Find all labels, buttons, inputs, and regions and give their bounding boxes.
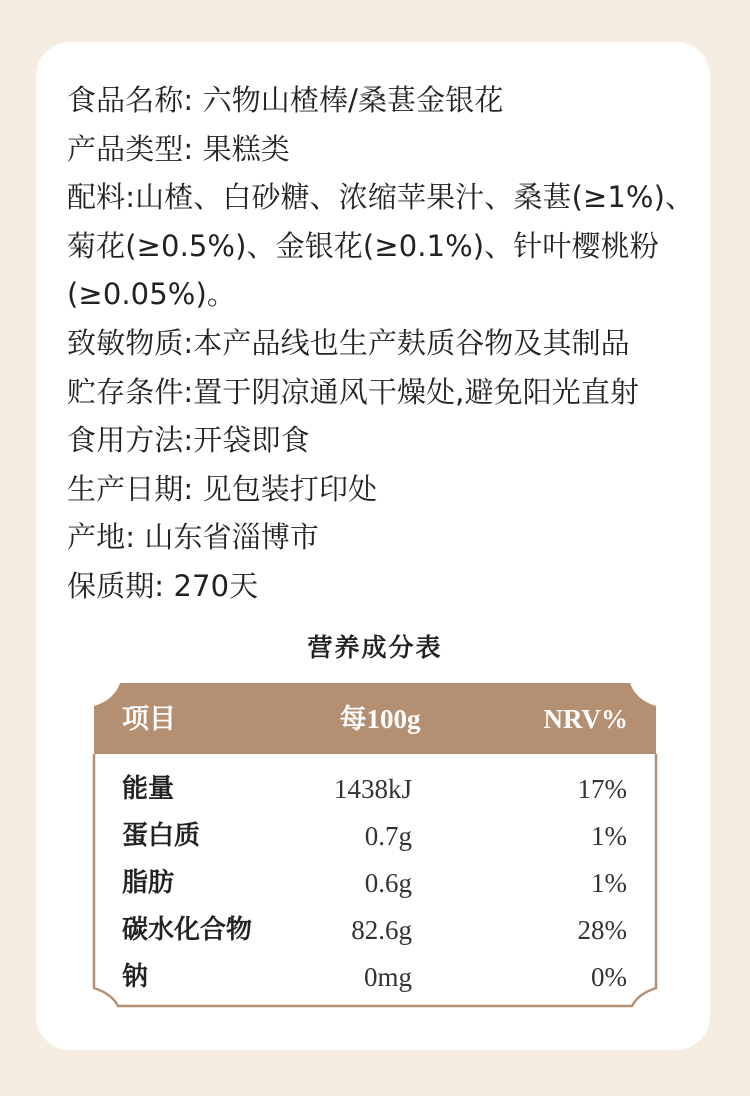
info-shelf-life: 保质期: 270天 — [67, 568, 259, 603]
row-fat-value: 0.6g — [364, 868, 412, 898]
row-energy-name: 能量 — [122, 774, 175, 804]
row-protein-nrv: 1% — [591, 821, 627, 851]
info-food-name: 食品名称: 六物山楂棒/桑葚金银花 — [67, 83, 504, 117]
row-sodium-nrv: 0% — [591, 962, 627, 992]
row-carbohydrate-nrv: 28% — [577, 915, 627, 945]
header-item: 项目 — [122, 704, 176, 734]
row-fat-nrv: 1% — [591, 868, 627, 898]
row-energy-value: 1438kJ — [333, 774, 412, 804]
info-production-date: 生产日期: 见包装打印处 — [67, 471, 378, 506]
info-storage: 贮存条件:置于阴凉通风干燥处,避免阳光直射 — [67, 374, 640, 409]
info-product-type: 产品类型: 果糕类 — [67, 131, 290, 166]
header-nrv: NRV% — [543, 704, 628, 734]
info-allergens: 致敏物质:本产品线也生产麸质谷物及其制品 — [67, 325, 630, 360]
row-energy-nrv: 17% — [577, 774, 627, 804]
info-ingredients: 配料:山楂、白砂糖、浓缩苹果汁、桑葚(≥1%)、菊花(≥0.5%)、金银花(≥0.1%)、针叶樱桃粉(≥0.05%)。 — [67, 180, 695, 312]
row-carbohydrate-value: 82.6g — [351, 915, 412, 945]
row-carbohydrate-name: 碳水化合物 — [122, 915, 253, 945]
row-protein-value: 0.7g — [364, 821, 412, 851]
row-fat-name: 脂肪 — [122, 868, 175, 898]
row-sodium-name: 钠 — [122, 962, 149, 992]
nutrition-table-title: 营养成分表 — [307, 633, 443, 662]
row-sodium-value: 0mg — [363, 962, 412, 992]
header-per-100g: 每100g — [339, 704, 421, 734]
info-origin: 产地: 山东省淄博市 — [67, 520, 319, 555]
row-protein-name: 蛋白质 — [122, 821, 201, 851]
info-usage: 食用方法:开袋即食 — [67, 423, 310, 458]
